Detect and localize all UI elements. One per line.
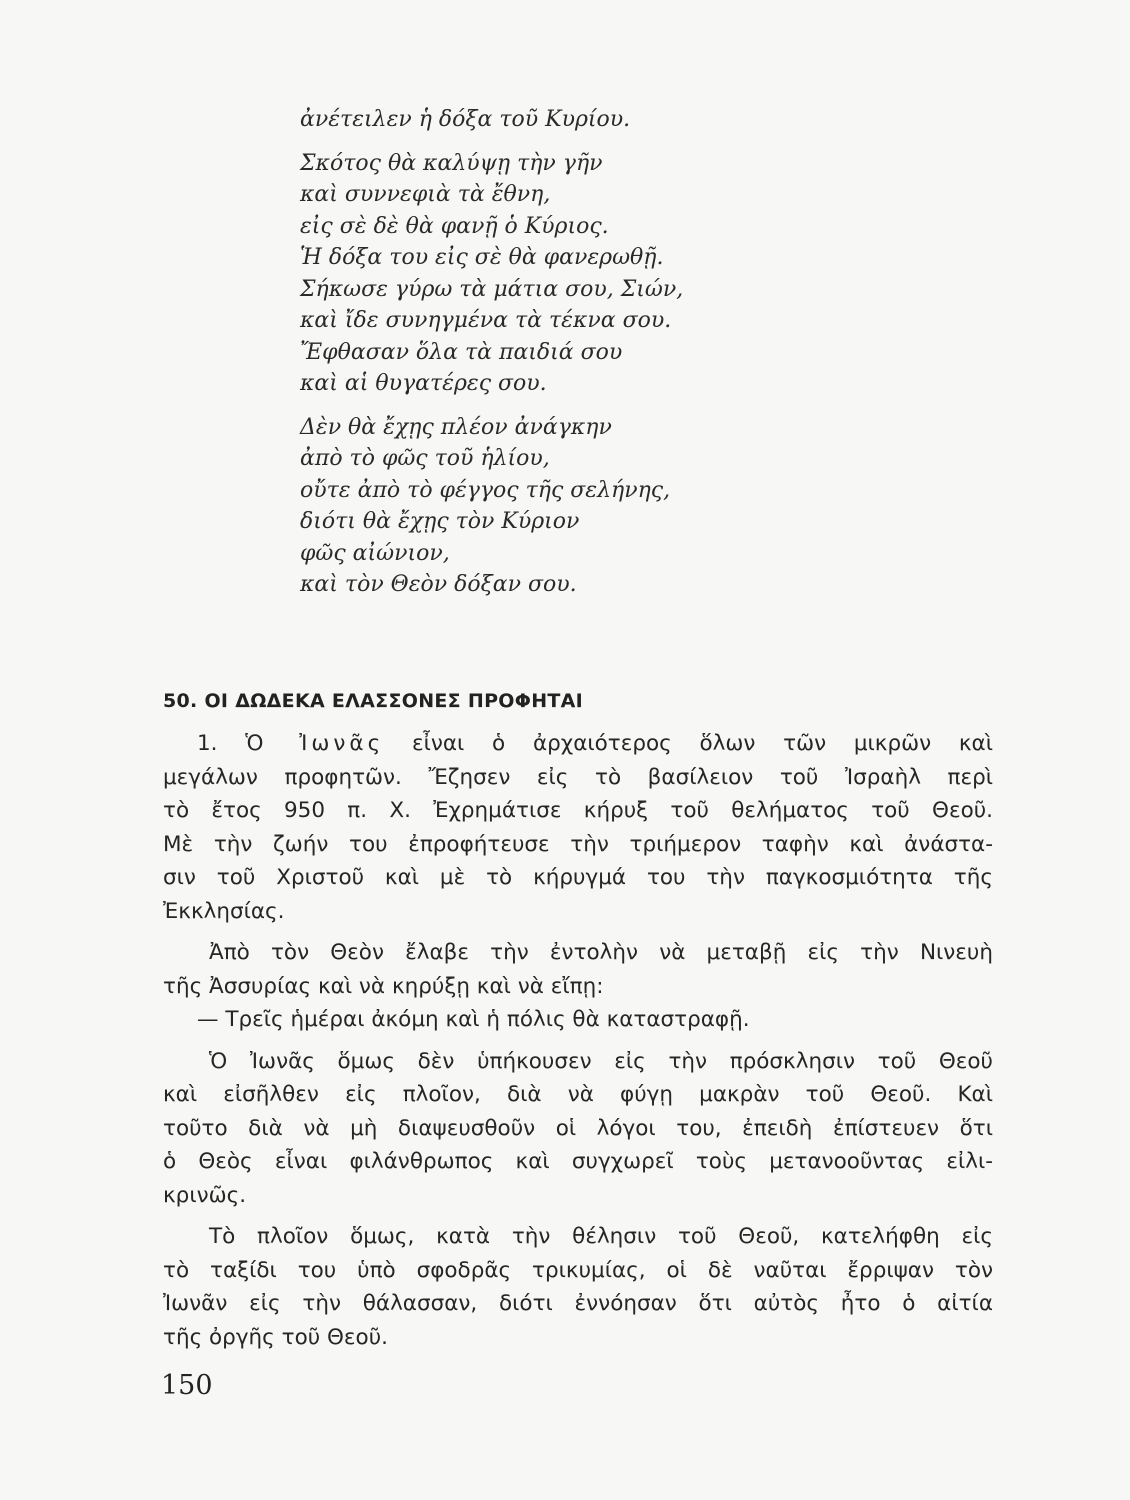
- paragraph-line: Ἰωνᾶν εἰς τὴν θάλασσαν, διότι ἐννόησαν ὅτι αὐτὸς ἦτο ὁ αἰτία: [163, 1291, 993, 1316]
- poem-line: ἀπὸ τὸ φῶς τοῦ ἡλίου,: [300, 446, 550, 471]
- stanza-gap: [300, 136, 860, 148]
- dialogue-quote: — Τρεῖς ἡμέραι ἀκόμη καὶ ἡ πόλις θὰ καταστραφῇ.: [197, 1007, 750, 1032]
- paragraph-line: Μὲ τὴν ζωήν του ἐπροφήτευσε τὴν τριήμερον ταφὴν καὶ ἀνάστα-: [163, 831, 993, 857]
- paragraph-line: τοῦτο διὰ νὰ μὴ διαψευσθοῦν οἱ λόγοι του, ἐπειδὴ ἐπίστευεν ὅτι: [163, 1115, 993, 1141]
- paragraph-line: καὶ εἰσῆλθεν εἰς πλοῖον, διὰ νὰ φύγῃ μακρὰν τοῦ Θεοῦ. Καὶ: [163, 1082, 993, 1107]
- paragraph-line: τὸ ταξίδι του ὑπὸ σφοδρᾶς τρικυμίας, οἱ δὲ ναῦται ἔρριψαν τὸν: [163, 1257, 993, 1283]
- poem-line: καὶ συννεφιὰ τὰ ἔθνη,: [300, 182, 551, 207]
- paragraph-line: σιν τοῦ Χριστοῦ καὶ μὲ τὸ κήρυγμά του τὴν παγκοσμιότητα τῆς: [163, 865, 993, 890]
- poem-line: Ἔφθασαν ὅλα τὰ παιδιά σου: [300, 339, 623, 365]
- paragraph-line: [163, 727, 993, 761]
- paragraph-line: ὁ Θεὸς εἶναι φιλάνθρωπος καὶ συγχωρεῖ τοὺς μετανοοῦντας εἰλι-: [163, 1149, 993, 1174]
- paragraph-line: Ὁ Ἰωνᾶς ὅμως δὲν ὑπήκουσεν εἰς τὴν πρόσκλησιν τοῦ Θεοῦ: [209, 1048, 993, 1074]
- paragraph-gap: [163, 1212, 993, 1220]
- poem-line: Σήκωσε γύρω τὰ μάτια σου, Σιών,: [300, 276, 684, 302]
- poem-line: Σκότος θὰ καλύψῃ τὴν γῆν: [300, 150, 603, 176]
- poem-line: καὶ τὸν Θεὸν δόξαν σου.: [300, 572, 577, 597]
- poem-line: καὶ αἱ θυγατέρες σου.: [300, 371, 547, 396]
- poem-line: εἰς σὲ δὲ θὰ φανῇ ὁ Κύριος.: [300, 213, 609, 239]
- poem-line: καὶ ἴδε συνηγμένα τὰ τέκνα σου.: [300, 308, 672, 333]
- stanza-gap: [300, 400, 860, 412]
- paragraph-line: μεγάλων προφητῶν. Ἔζησεν εἰς τὸ βασίλειον τοῦ Ἰσραὴλ περὶ: [163, 764, 993, 790]
- poem-line: Ἡ δόξα του εἰς σὲ θὰ φανερωθῇ.: [300, 245, 664, 270]
- paragraph-line: κρινῶς.: [163, 1182, 247, 1208]
- paragraph-line: Ἀπὸ τὸν Θεὸν ἔλαβε τὴν ἐντολὴν νὰ μεταβῇ εἰς τὴν Νινευὴ: [209, 940, 993, 965]
- paragraph-gap: [163, 928, 993, 936]
- paragraph-line: τῆς ὀργῆς τοῦ Θεοῦ.: [163, 1324, 388, 1350]
- paragraph-line: Τὸ πλοῖον ὅμως, κατὰ τὴν θέλησιν τοῦ Θεοῦ, κατελήφθη εἰς: [209, 1224, 993, 1249]
- poem-line: οὔτε ἀπὸ τὸ φέγγος τῆς σελήνης,: [300, 477, 671, 503]
- paragraph-line: τῆς Ἀσσυρίας καὶ νὰ κηρύξῃ καὶ νὰ εἴπῃ:: [163, 973, 604, 999]
- poem-line: διότι θὰ ἔχῃς τὸν Κύριον: [300, 509, 580, 534]
- section-heading: 50. ΟΙ ΔΩΔΕΚΑ ΕΛΑΣΣΟΝΕΣ ΠΡΟΦΗΤΑΙ: [163, 690, 584, 712]
- poem-line: Δὲν θὰ ἔχῃς πλέον ἀνάγκην: [300, 414, 612, 440]
- paragraph-text: εἶναι ὁ ἀρχαιότερος ὅλων τῶν μικρῶν καὶ: [411, 731, 993, 756]
- paragraph-line: τὸ ἔτος 950 π. Χ. Ἐχρημάτισε κήρυξ τοῦ θελήματος τοῦ Θεοῦ.: [163, 798, 993, 823]
- paragraph-gap: [163, 1037, 993, 1045]
- page-number: 150: [161, 1370, 213, 1401]
- poem-block: [300, 104, 860, 601]
- prose-block: [163, 727, 993, 1354]
- paragraph-line: Ἐκκλησίας.: [163, 898, 285, 924]
- poem-line: ἀνέτειλεν ἡ δόξα τοῦ Κυρίου.: [300, 107, 631, 132]
- poem-line: φῶς αἰώνιον,: [300, 540, 450, 566]
- paragraph-number: 1.: [197, 731, 218, 756]
- prophet-name: Ὁ Ἰωνᾶς: [245, 731, 385, 756]
